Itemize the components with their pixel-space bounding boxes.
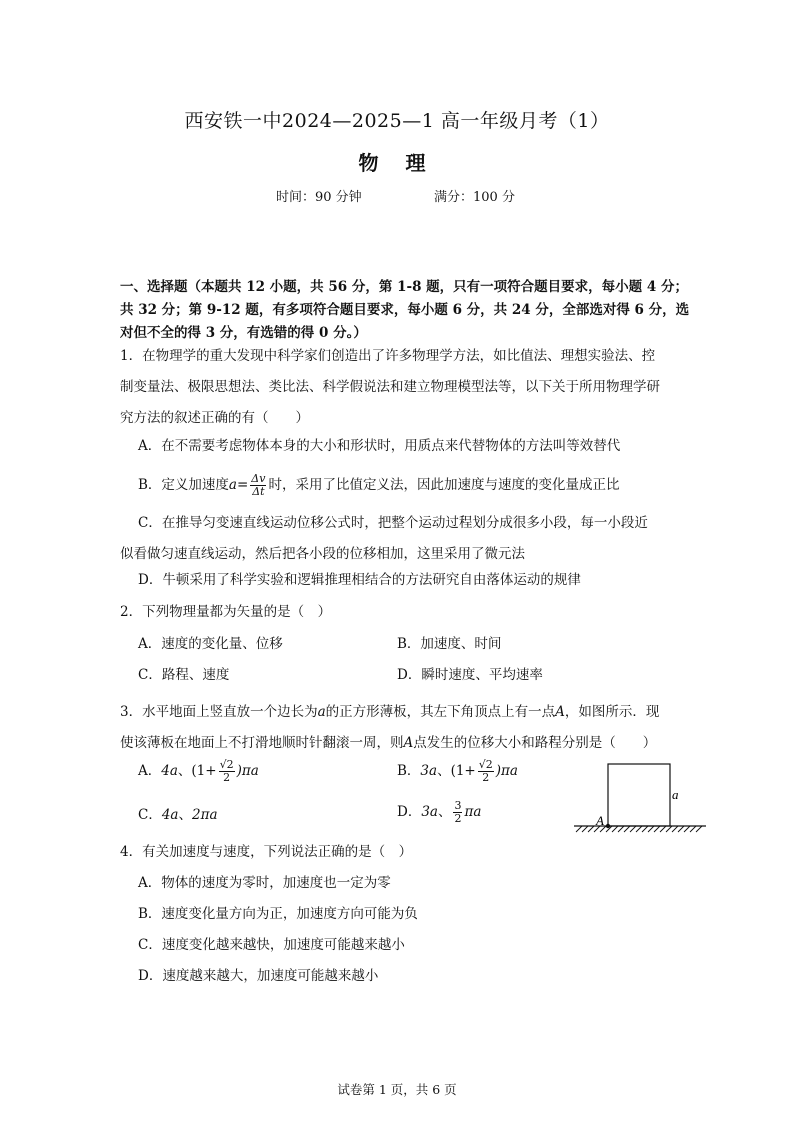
fraction-denominator: 2 — [223, 771, 231, 784]
question-line: 1．在物理学的重大发现中科学家们创造出了许多物理学方法，如比值法、理想实验法、控 — [120, 348, 656, 364]
fraction — [453, 800, 462, 825]
fraction-denominator: Δt — [252, 485, 265, 498]
q1-option-b — [138, 471, 619, 499]
question-4-stem: 4．有关加速度与速度，下列说法正确的是（ ） — [120, 844, 413, 860]
q3-option-a — [138, 757, 259, 785]
q3-option-d — [397, 798, 481, 826]
fraction-numerator: √2 — [219, 758, 234, 771]
q4-option-a: A．物体的速度为零时，加速度也一定为零 — [138, 875, 391, 891]
text: ，如图所示．现 — [564, 704, 660, 720]
exam-score: 满分：100 分 — [434, 190, 515, 205]
separator: 、 — [177, 763, 192, 779]
fraction-numerator: √2 — [478, 758, 493, 771]
fraction-dv-dt — [250, 473, 266, 498]
value: 4a — [161, 807, 179, 823]
q2-option-b: B．加速度、时间 — [397, 636, 502, 652]
fraction — [219, 759, 235, 784]
question-line — [120, 697, 695, 728]
exam-time: 时间：90 分钟 — [276, 190, 362, 205]
q2-option-d: D．瞬时速度、平均速率 — [397, 667, 543, 683]
expr: 2πa — [191, 807, 218, 823]
option-line: 似看做匀速直线运动，然后把各小段的位移相加，这里采用了微元法 — [120, 546, 525, 562]
exam-title: 西安铁一中2024—2025—1 高一年级月考（1） — [184, 110, 610, 132]
side-symbol: a — [317, 704, 326, 720]
q1-option-d: D．牛顿采用了科学实验和逻辑推理相结合的方法研究自由落体运动的规律 — [138, 572, 581, 588]
text: 使该薄板在地面上不打滑地顺时针翻滚一周，则 — [120, 735, 404, 751]
q4-option-d: D．速度越来越大，加速度可能越来越小 — [138, 968, 379, 984]
separator: 、 — [178, 807, 192, 823]
option-text: 时，采用了比值定义法，因此加速度与速度的变化量成正比 — [268, 477, 620, 493]
fraction-numerator: 3 — [454, 799, 462, 812]
equals-sign: = — [236, 477, 249, 493]
text: 点发生的位移大小和路程分别是（ ） — [413, 735, 657, 751]
q2-option-c: C．路程、速度 — [138, 667, 230, 683]
expr: (1+ — [191, 763, 217, 779]
ground-hatching — [576, 826, 702, 832]
separator: 、 — [437, 763, 451, 779]
expr: )πa — [236, 763, 259, 779]
fraction-denominator: 2 — [454, 812, 462, 825]
point-symbol: A — [403, 735, 414, 751]
q1-option-c — [120, 508, 698, 570]
expr: πa — [464, 804, 482, 820]
option-label: C． — [138, 807, 162, 823]
option-text: B．定义加速度 — [138, 477, 229, 493]
question-2-stem: 2．下列物理量都为矢量的是（ ） — [120, 604, 332, 620]
point-a-dot — [606, 824, 610, 828]
option-label: D． — [397, 804, 422, 820]
point-a-label: A — [596, 813, 604, 828]
option-label: B． — [397, 763, 421, 779]
q3-option-c — [138, 804, 218, 827]
section-instructions — [120, 276, 695, 345]
fraction-numerator: Δv — [251, 472, 266, 485]
expr: (1+ — [450, 763, 476, 779]
q2-option-a: A．速度的变化量、位移 — [138, 636, 283, 652]
question-1-stem — [120, 341, 695, 434]
text: 3．水平地面上竖直放一个边长为 — [120, 704, 318, 720]
separator: 、 — [437, 804, 452, 820]
expr: )πa — [495, 763, 518, 779]
question-line — [120, 728, 695, 759]
square-plate — [608, 764, 670, 826]
question-3-stem — [120, 697, 695, 759]
q4-option-c: C．速度变化越来越快，加速度可能越来越小 — [138, 937, 405, 953]
question-line: 制变量法、极限思想法、类比法、科学假说法和建立物理模型法等，以下关于所用物理学研 — [120, 379, 660, 395]
value: 4a — [161, 763, 178, 779]
side-length-label: a — [672, 787, 679, 802]
q1-option-a: A．在不需要考虑物体本身的大小和形状时，用质点来代替物体的方法叫等效替代 — [138, 438, 621, 454]
point-symbol: A — [555, 704, 565, 720]
value: 3a — [421, 804, 438, 820]
option-line: C．在推导匀变速直线运动位移公式时，把整个运动过程划分成很多小段，每一小段近 — [138, 515, 648, 531]
option-label: A． — [138, 763, 162, 779]
page-footer: 试卷第 1 页，共 6 页 — [337, 1082, 457, 1097]
text: 的正方形薄板，其左下角顶点上有一点 — [325, 704, 556, 720]
q4-option-b: B．速度变化量方向为正，加速度方向可能为负 — [138, 906, 418, 922]
subject-title: 物 理 — [358, 151, 436, 175]
fraction-denominator: 2 — [482, 771, 490, 784]
question-line: 究方法的叙述正确的有（ ） — [120, 410, 309, 426]
section-line: 共 32 分；第 9-12 题，有多项符合题目要求，每小题 6 分，共 24 分，全部选对得 6 分，选 — [120, 302, 690, 318]
fraction — [478, 759, 494, 784]
q3-option-b — [397, 757, 518, 785]
square-plate-figure — [570, 760, 710, 835]
section-line: 一、选择题（本题共 12 小题，共 56 分，第 1-8 题，只有一项符合题目要求，每小题 4 分； — [120, 279, 688, 295]
value: 3a — [420, 763, 438, 779]
section-line: 对但不全的得 3 分，有选错的得 0 分。） — [120, 325, 367, 341]
accel-symbol: a — [228, 477, 237, 493]
